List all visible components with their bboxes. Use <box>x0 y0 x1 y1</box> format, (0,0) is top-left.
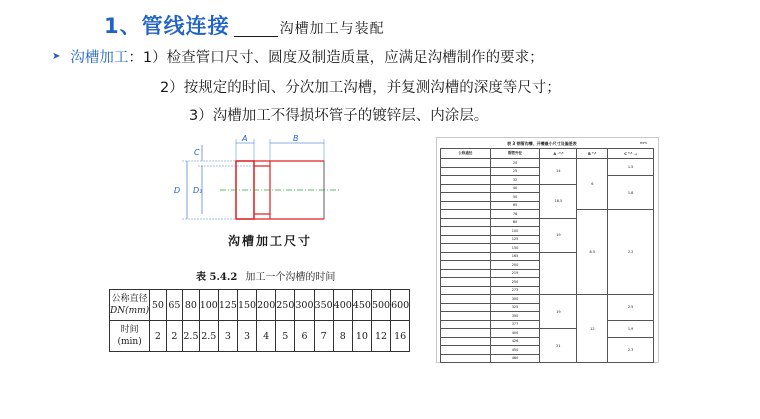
dn-cell: 150 <box>237 290 256 321</box>
outer-dia-cell: 325 <box>490 303 540 312</box>
outer-dia-cell: 300 <box>490 295 540 304</box>
nominal-cell <box>441 337 491 346</box>
c-cell: 2.3 <box>608 337 654 363</box>
label-b: B <box>293 134 299 143</box>
dn-cell: 600 <box>391 290 410 321</box>
header-time: 时间 (min) <box>110 321 150 352</box>
dn-cell: 125 <box>218 290 237 321</box>
groove-size-reference-table <box>436 137 659 363</box>
b-cell: 12 <box>577 295 608 363</box>
ref-header: 钢管外径 <box>490 149 540 159</box>
ref-table-unit: mm <box>640 141 647 145</box>
outer-dia-cell: 426 <box>490 337 540 346</box>
groove-dimension-diagram <box>160 133 350 228</box>
nominal-cell <box>441 193 491 202</box>
ref-header: B ⁰·⁵ <box>577 149 608 159</box>
b-cell: 6 <box>577 159 608 210</box>
nominal-cell <box>441 201 491 210</box>
nominal-cell <box>441 354 491 363</box>
label-c: C <box>194 148 200 157</box>
a-cell: 14 <box>540 159 577 185</box>
outer-dia-cell: 377 <box>490 320 540 329</box>
outer-dia-cell: 150 <box>490 244 540 253</box>
time-cell: 3 <box>218 321 237 352</box>
a-cell: 19 <box>540 218 577 252</box>
label-d: D <box>174 186 181 195</box>
time-cell: 10 <box>352 321 371 352</box>
outer-dia-cell: 80 <box>490 218 540 227</box>
c-cell: 1.9 <box>608 320 654 337</box>
ref-table <box>440 148 654 363</box>
dn-cell: 100 <box>199 290 218 321</box>
table-row <box>441 159 654 168</box>
outer-dia-cell: 65 <box>490 201 540 210</box>
table-row-dn <box>110 290 410 321</box>
outer-dia-cell: 450 <box>490 346 540 355</box>
bullet-line-1 <box>52 46 544 67</box>
label-a: A <box>242 134 248 143</box>
title-sub: 沟槽加工与装配 <box>279 21 385 37</box>
time-table-caption <box>196 268 335 283</box>
c-cell: 2.5 <box>608 295 654 321</box>
a-cell: 19 <box>540 295 577 329</box>
outer-dia-cell: 165 <box>490 252 540 261</box>
nominal-cell <box>441 252 491 261</box>
dn-cell: 65 <box>166 290 183 321</box>
time-cell: 2 <box>166 321 183 352</box>
nominal-cell <box>441 261 491 270</box>
nominal-cell <box>441 278 491 287</box>
outer-dia-cell: 250 <box>490 278 540 287</box>
ref-header: C ⁰·⁵ ₋₀ <box>608 149 654 159</box>
nominal-cell <box>441 269 491 278</box>
nominal-cell <box>441 312 491 321</box>
nominal-cell <box>441 210 491 219</box>
a-cell: 16.5 <box>540 184 577 218</box>
outer-dia-cell: 40 <box>490 184 540 193</box>
outer-dia-cell: 400 <box>490 329 540 338</box>
c-cell: 1.5 <box>608 159 654 176</box>
nominal-cell <box>441 303 491 312</box>
outer-dia-cell: 20 <box>490 159 540 168</box>
nominal-cell <box>441 286 491 295</box>
nominal-cell <box>441 320 491 329</box>
nominal-cell <box>441 227 491 236</box>
outer-dia-cell: 350 <box>490 312 540 321</box>
time-table-caption-no: 表 5.4.2 <box>196 272 238 283</box>
c-cell: 1.8 <box>608 176 654 210</box>
nominal-cell <box>441 218 491 227</box>
nominal-cell <box>441 329 491 338</box>
diagram-caption: 沟槽加工尺寸 <box>228 234 313 248</box>
ref-header: A ⁻⁰·⁵ <box>540 149 577 159</box>
time-cell: 6 <box>295 321 314 352</box>
outer-dia-cell: 76 <box>490 210 540 219</box>
arrow-bullet-icon: ➤ <box>52 51 61 62</box>
outer-dia-cell: 219 <box>490 269 540 278</box>
table-row <box>441 295 654 304</box>
nominal-cell <box>441 159 491 168</box>
dn-cell: 500 <box>371 290 390 321</box>
nominal-cell <box>441 176 491 185</box>
nominal-cell <box>441 184 491 193</box>
dn-cell: 300 <box>295 290 314 321</box>
dn-cell: 400 <box>333 290 352 321</box>
bullet-label: 沟槽加工 <box>70 50 129 66</box>
outer-dia-cell: 273 <box>490 286 540 295</box>
ref-table-title: 表 3 钢管沟槽、开槽最小尺寸及偏差表 <box>507 141 577 146</box>
title-main: 1、管线连接 <box>104 14 230 38</box>
time-cell: 2.5 <box>199 321 218 352</box>
time-cell: 16 <box>391 321 410 352</box>
nominal-cell <box>441 167 491 176</box>
outer-dia-cell: 32 <box>490 176 540 185</box>
dn-cell: 50 <box>150 290 167 321</box>
nominal-cell <box>441 346 491 355</box>
label-d1: D₁ <box>193 186 203 195</box>
bullet-item-1: ：1）检查管口尺寸、圆度及制造质量，应满足沟槽制作的要求； <box>128 50 544 66</box>
time-cell: 8 <box>333 321 352 352</box>
dn-cell: 200 <box>257 290 276 321</box>
nominal-cell <box>441 244 491 253</box>
dn-cell: 250 <box>276 290 295 321</box>
dn-cell: 450 <box>352 290 371 321</box>
bullet-item-2: 2）按规定的时间、分次加工沟槽，并复测沟槽的深度等尺寸； <box>160 80 561 96</box>
dn-cell: 350 <box>314 290 333 321</box>
ref-header-row <box>441 149 654 159</box>
outer-dia-cell: 480 <box>490 354 540 363</box>
time-cell: 2.5 <box>183 321 200 352</box>
header-dn: 公称直径 DN(mm) <box>110 290 150 321</box>
nominal-cell <box>441 295 491 304</box>
c-cell: 2.2 <box>608 210 654 295</box>
slide-title <box>104 10 385 40</box>
nominal-cell <box>441 235 491 244</box>
ref-header: 公称通径 <box>441 149 491 159</box>
a-cell: 21 <box>540 329 577 363</box>
outer-dia-cell: 200 <box>490 261 540 270</box>
b-cell: 8.5 <box>577 210 608 295</box>
bullet-item-3: 3）沟槽加工不得损坏管子的镀锌层、内涂层。 <box>189 108 489 124</box>
time-cell: 7 <box>314 321 333 352</box>
time-cell: 5 <box>276 321 295 352</box>
a-cell <box>540 252 577 295</box>
time-cell: 3 <box>237 321 256 352</box>
time-cell: 4 <box>257 321 276 352</box>
groove-time-table <box>109 289 410 352</box>
dn-cell: 80 <box>183 290 200 321</box>
outer-dia-cell: 125 <box>490 235 540 244</box>
outer-dia-cell: 25 <box>490 167 540 176</box>
table-row-time <box>110 321 410 352</box>
title-underline <box>234 35 278 37</box>
outer-dia-cell: 50 <box>490 193 540 202</box>
time-table-caption-text: 加工一个沟槽的时间 <box>245 272 336 283</box>
time-cell: 12 <box>371 321 390 352</box>
time-cell: 2 <box>150 321 167 352</box>
outer-dia-cell: 100 <box>490 227 540 236</box>
